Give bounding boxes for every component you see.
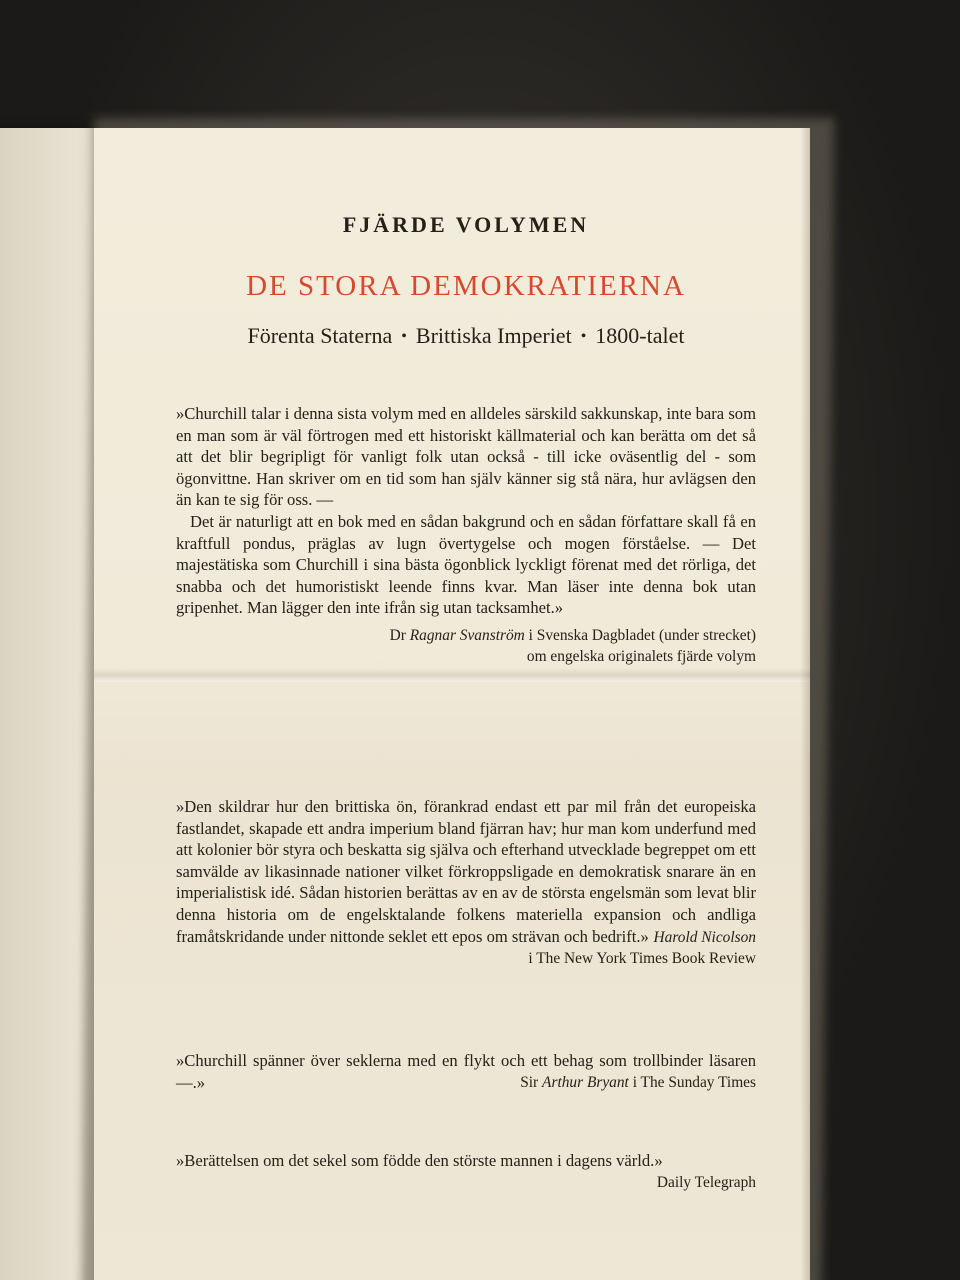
subtitle-part-3: 1800-talet — [595, 323, 685, 348]
quote-2-text: »Den skildrar hur den brittiska ön, förankrad endast ett par mil från det europeiska fastlandet, skapade ett andra imperium bland fjärran hav; hur man kom underfund med att kolonier bör styra och beskatta sig själva och efterhand utvecklade begreppet om ett samvälde av likasinnade nationer vilket förkroppsligade en demokratisk snarare än en imperialistisk idé. Sådan historien berättas av en av de största engelsmän som levat blir denna historia om de engelsktalande folkens materiella expansion och andliga framåtskridande under nittonde seklet ett epos om strävan och bedrift.» — [176, 797, 756, 946]
page-content — [176, 212, 756, 1191]
book-subtitle — [176, 323, 756, 349]
attribution-prefix: Sir — [520, 1074, 539, 1092]
quote-svanstrom — [176, 403, 756, 667]
attribution-source: i The Sunday Times — [632, 1074, 756, 1092]
quote-nicolson — [176, 796, 756, 969]
quote-4-text: »Berättelsen om det sekel som födde den störste mannen i dagens värld.» — [176, 1151, 663, 1170]
quote-4-attribution: Daily Telegraph — [656, 1173, 756, 1191]
quote-2-attribution-source: i The New York Times Book Review — [528, 950, 756, 968]
attribution-name: Arthur Bryant — [542, 1074, 629, 1092]
attribution-prefix: Dr — [389, 626, 406, 644]
subtitle-separator-2: • — [580, 328, 587, 345]
quote-1-paragraph-1: »Churchill talar i denna sista volym med en alldeles särskild sakkunskap, inte bara som en man som är väl förtrogen med ett historiskt källmaterial och kan berätta om det så att det blir begripligt för vanligt folk utan också - till icke oväsentlig del - som ögonvittne. Han skriver om en tid som han själv känner sig stå nära, hur avlägsen den än kan te sig för oss. — — [176, 404, 756, 510]
document-page — [94, 128, 810, 1280]
quote-bryant — [176, 1050, 756, 1093]
book-title: DE STORA DEMOKRATIERNA — [246, 270, 686, 302]
page-edge-shadow — [800, 128, 810, 1280]
quote-1-paragraph-2: Det är naturligt att en bok med en sådan bakgrund och en sådan författare skall få en kraftfull pondus, präglas av lugn övertygelse och mogen förståelse. — Det majestätiska som Churchill i sina bästa ögonblick lyckligt förenat med det rörliga, det snabba och det humoristiskt leende finns kvar. Man läser inte denna bok utan gripenhet. Man lägger den inte ifrån sig utan tacksamhet.» — [176, 511, 756, 618]
attribution-name: Ragnar Svanström — [409, 626, 525, 644]
attribution-name: Harold Nicolson — [653, 929, 756, 947]
quote-1-attribution — [176, 625, 756, 646]
quote-1-attribution-line-2: om engelska originalets fjärde volym — [526, 647, 756, 665]
subtitle-separator-1: • — [401, 328, 407, 345]
volume-heading: FJÄRDE VOLYMEN — [342, 212, 590, 237]
quote-3-attribution — [176, 1072, 756, 1093]
quote-3-text: »Churchill spänner över seklerna med en flykt och ett behag som trollbinder läsaren —.» — [176, 1051, 756, 1092]
subtitle-part-2: Brittiska Imperiet — [415, 323, 572, 348]
subtitle-part-1: Förenta Staterna — [247, 323, 393, 348]
attribution-source: i Svenska Dagbladet (under strecket) — [528, 626, 756, 644]
quote-telegraph — [176, 1150, 756, 1193]
page-fold — [94, 668, 810, 682]
